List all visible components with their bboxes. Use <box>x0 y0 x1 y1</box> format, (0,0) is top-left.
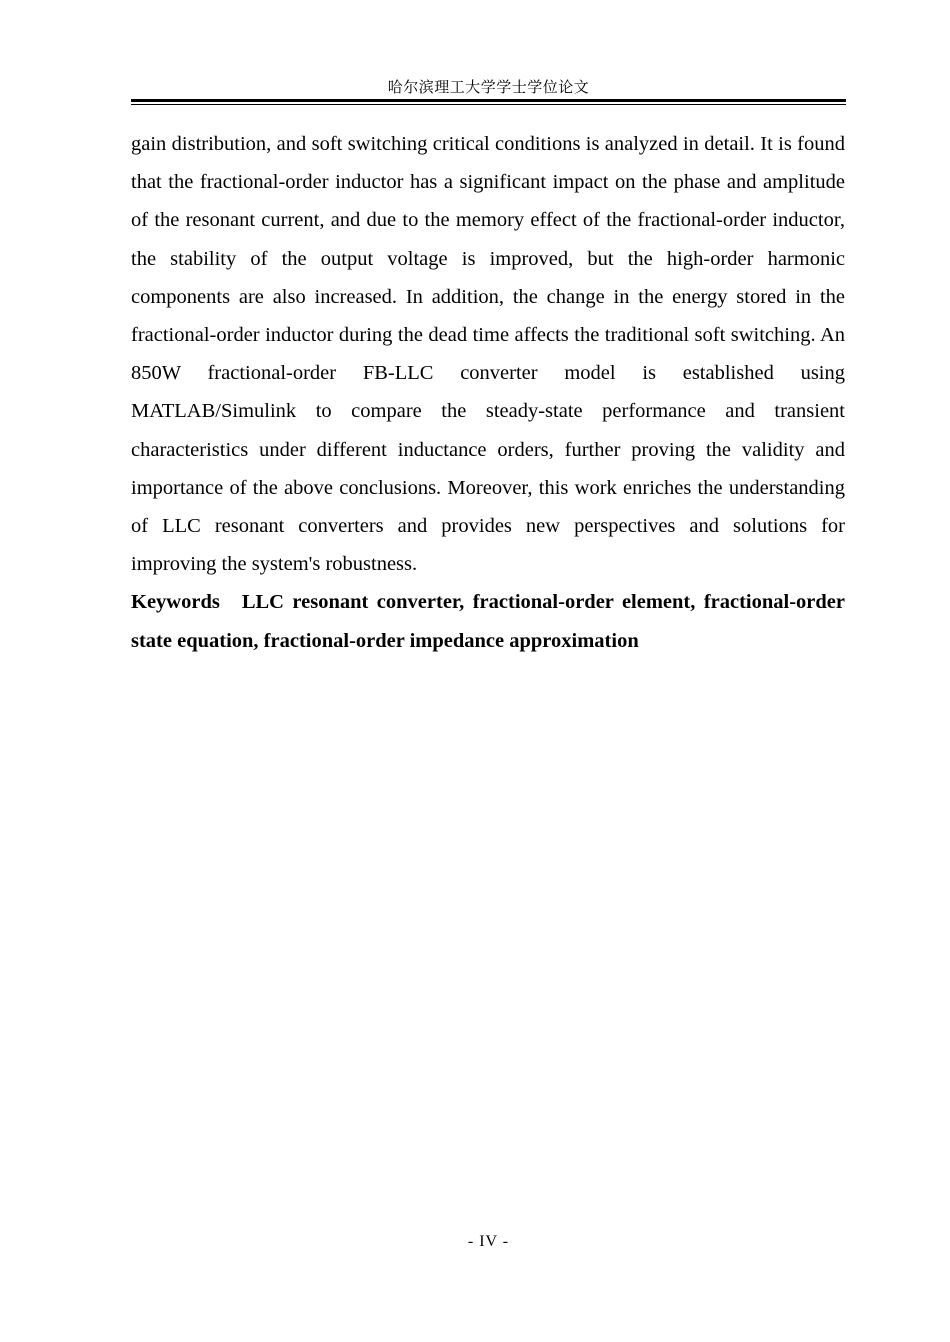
running-header: 哈尔滨理工大学学士学位论文 <box>387 80 590 96</box>
page-body <box>131 125 845 660</box>
keywords-text: LLC resonant converter, fractional-order element, fractional-order state equation, fractional-order impedance approximation <box>131 591 845 652</box>
page-number: - IV - <box>467 1233 510 1250</box>
header-rule-thick <box>131 99 846 102</box>
abstract-paragraph: gain distribution, and soft switching critical conditions is analyzed in detail. It is found that the fractional-order inductor has a significant impact on the phase and amplitude of the resonant current, and due to the memory effect of the fractional-order inductor, the stability of the output voltage is improved, but the high-order harmonic components are also increased. In addition, the change in the energy stored in the fractional-order inductor during the dead time affects the traditional soft switching. An 850W fractional-order FB-LLC converter model is established using MATLAB/Simulink to compare the steady-state performance and transient characteristics under different inductance orders, further proving the validity and importance of the above conclusions. Moreover, this work enriches the understanding of LLC resonant converters and provides new perspectives and solutions for improving the system's robustness. <box>131 133 845 576</box>
header-rule-thin <box>131 104 846 105</box>
keywords-label: Keywords <box>131 591 220 614</box>
keywords-paragraph <box>131 583 845 659</box>
